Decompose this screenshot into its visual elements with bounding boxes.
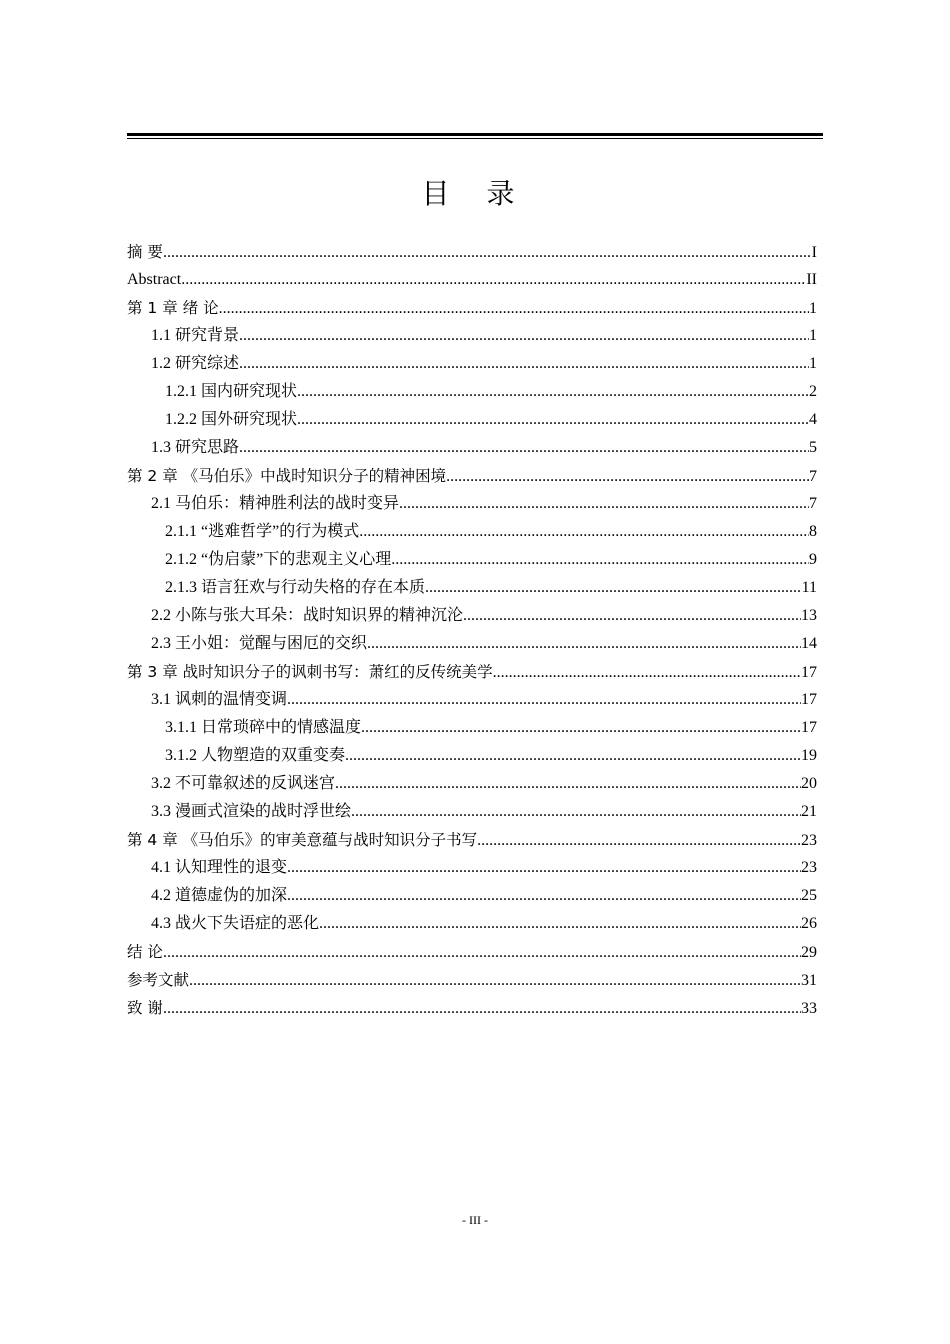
toc-entry-page: 5 [809, 439, 817, 456]
toc-entry[interactable] [127, 434, 817, 462]
toc-entry-label: 2.1.2 “伪启蒙”下的悲观主义心理 [165, 551, 392, 568]
toc-entry[interactable] [127, 602, 817, 630]
toc-leader-dots [181, 266, 806, 294]
toc-entry[interactable] [127, 350, 817, 378]
toc-entry[interactable] [127, 854, 817, 882]
toc-entry-page: 33 [801, 1000, 817, 1017]
toc-entry-label: 结 论 [127, 943, 163, 961]
toc-leader-dots [239, 322, 809, 350]
toc-leader-dots [359, 518, 809, 546]
toc-entry-label: 3.1.1 日常琐碎中的情感温度 [165, 719, 362, 736]
toc-leader-dots [399, 490, 809, 518]
toc-leader-dots [163, 995, 801, 1023]
toc-leader-dots [297, 378, 809, 406]
toc-leader-dots [239, 434, 809, 462]
toc-entry-page: 1 [809, 355, 817, 372]
toc-entry-page: 11 [801, 579, 817, 596]
toc-entry[interactable] [127, 686, 817, 714]
toc-entry-label: 2.3 王小姐：觉醒与困厄的交织 [151, 635, 368, 652]
toc-entry[interactable] [127, 238, 817, 266]
toc-entry-page: 23 [801, 859, 817, 876]
toc-entry-page: 31 [801, 972, 817, 989]
toc-entry-page: 4 [809, 411, 817, 428]
toc-entry[interactable] [127, 742, 817, 770]
toc-entry[interactable] [127, 462, 817, 490]
toc-entry[interactable] [127, 882, 817, 910]
toc-entry[interactable] [127, 826, 817, 854]
toc-leader-dots [335, 770, 801, 798]
toc-entry-page: 29 [801, 944, 817, 961]
toc-entry-label: 4.2 道德虚伪的加深 [151, 887, 288, 904]
toc-entry-page: 23 [801, 832, 817, 849]
toc-leader-dots [463, 602, 801, 630]
toc-leader-dots [297, 406, 809, 434]
toc-entry[interactable] [127, 658, 817, 686]
toc-entry[interactable] [127, 294, 817, 322]
toc-entry-page: 17 [801, 664, 817, 681]
toc-leader-dots [287, 686, 801, 714]
toc-entry-label: 1.1 研究背景 [151, 327, 240, 344]
toc-entry-label: 3.1 讽刺的温情变调 [151, 691, 288, 708]
toc-entry[interactable] [127, 490, 817, 518]
toc-entry-label: 4.3 战火下失语症的恶化 [151, 915, 320, 932]
toc-entry-page: 17 [801, 691, 817, 708]
toc-entry-label: Abstract [127, 271, 182, 288]
toc-leader-dots [163, 939, 801, 967]
toc-entry-page: 1 [809, 327, 817, 344]
toc-entry-page: 21 [801, 803, 817, 820]
toc-entry-label: 2.1.1 “逃难哲学”的行为模式 [165, 523, 360, 540]
toc-entry-label: 3.3 漫画式渲染的战时浮世绘 [151, 803, 352, 820]
toc-entry-page: 26 [801, 915, 817, 932]
toc-entry-page: 2 [809, 383, 817, 400]
toc-entry-label: 摘 要 [127, 243, 163, 261]
toc-entry-label: 2.1 马伯乐：精神胜利法的战时变异 [151, 495, 400, 512]
toc-entry-page: 7 [809, 468, 817, 485]
toc-entry[interactable] [127, 574, 817, 602]
toc-leader-dots [351, 798, 801, 826]
header-rule-thin [127, 138, 823, 139]
toc-leader-dots [287, 854, 801, 882]
toc-entry-page: 9 [809, 551, 817, 568]
toc-entry-label: 1.2 研究综述 [151, 355, 240, 372]
toc-entry[interactable] [127, 910, 817, 938]
toc-entry-page: 1 [809, 300, 817, 317]
toc-leader-dots [239, 350, 809, 378]
toc-entry-page: 13 [801, 607, 817, 624]
toc-entry-page: 8 [809, 523, 817, 540]
toc-entry-page: II [806, 271, 817, 288]
toc-leader-dots [219, 295, 809, 323]
toc-entry[interactable] [127, 770, 817, 798]
toc-leader-dots [493, 659, 801, 687]
toc-entry-label: 2.2 小陈与张大耳朵：战时知识界的精神沉沦 [151, 607, 464, 624]
toc-entry[interactable] [127, 798, 817, 826]
toc-entry-label: 3.2 不可靠叙述的反讽迷宫 [151, 775, 336, 792]
toc-entry-page: 14 [801, 635, 817, 652]
toc-leader-dots [287, 882, 801, 910]
page-title: 目 录 [421, 177, 529, 210]
toc-entry-label: 第 2 章 《马伯乐》中战时知识分子的精神困境 [127, 467, 447, 485]
toc-entry[interactable] [127, 630, 817, 658]
toc-entry[interactable] [127, 322, 817, 350]
toc-entry-label: 1.2.1 国内研究现状 [165, 383, 298, 400]
toc-entry-label: 第 4 章 《马伯乐》的审美意蕴与战时知识分子书写 [127, 831, 478, 849]
toc-entry-page: 19 [801, 747, 817, 764]
toc-leader-dots [425, 574, 802, 602]
page-number-footer: - III - [462, 1213, 488, 1227]
toc-entry-label: 第 1 章 绪 论 [127, 299, 219, 317]
toc-leader-dots [477, 827, 801, 855]
toc-entry-page: 7 [809, 495, 817, 512]
toc-entry[interactable] [127, 714, 817, 742]
header-rule-thick [127, 133, 823, 136]
toc-entry[interactable] [127, 378, 817, 406]
toc-entry-page: 20 [801, 775, 817, 792]
toc-entry-page: I [811, 244, 817, 261]
toc-entry-label: 致 谢 [127, 999, 163, 1017]
toc-entry[interactable] [127, 406, 817, 434]
toc-entry-label: 1.3 研究思路 [151, 439, 240, 456]
toc-leader-dots [319, 910, 801, 938]
toc-entry-page: 17 [801, 719, 817, 736]
toc-entry-label: 1.2.2 国外研究现状 [165, 411, 298, 428]
toc-leader-dots [446, 463, 809, 491]
toc-entry[interactable] [127, 546, 817, 574]
toc-entry-label: 参考文献 [127, 971, 190, 989]
table-of-contents [127, 238, 817, 1022]
toc-leader-dots [361, 714, 801, 742]
toc-leader-dots [345, 742, 801, 770]
toc-leader-dots [189, 967, 801, 995]
toc-entry-label: 4.1 认知理性的退变 [151, 859, 288, 876]
toc-leader-dots [367, 630, 801, 658]
toc-entry-label: 第 3 章 战时知识分子的讽刺书写：萧红的反传统美学 [127, 663, 493, 681]
toc-entry-label: 3.1.2 人物塑造的双重变奏 [165, 747, 346, 764]
toc-leader-dots [391, 546, 809, 574]
toc-entry-label: 2.1.3 语言狂欢与行动失格的存在本质 [165, 579, 426, 596]
toc-leader-dots [163, 239, 812, 267]
toc-entry[interactable] [127, 266, 817, 294]
toc-entry-page: 25 [801, 887, 817, 904]
toc-entry[interactable] [127, 938, 817, 966]
toc-entry[interactable] [127, 994, 817, 1022]
toc-entry[interactable] [127, 966, 817, 994]
toc-entry[interactable] [127, 518, 817, 546]
